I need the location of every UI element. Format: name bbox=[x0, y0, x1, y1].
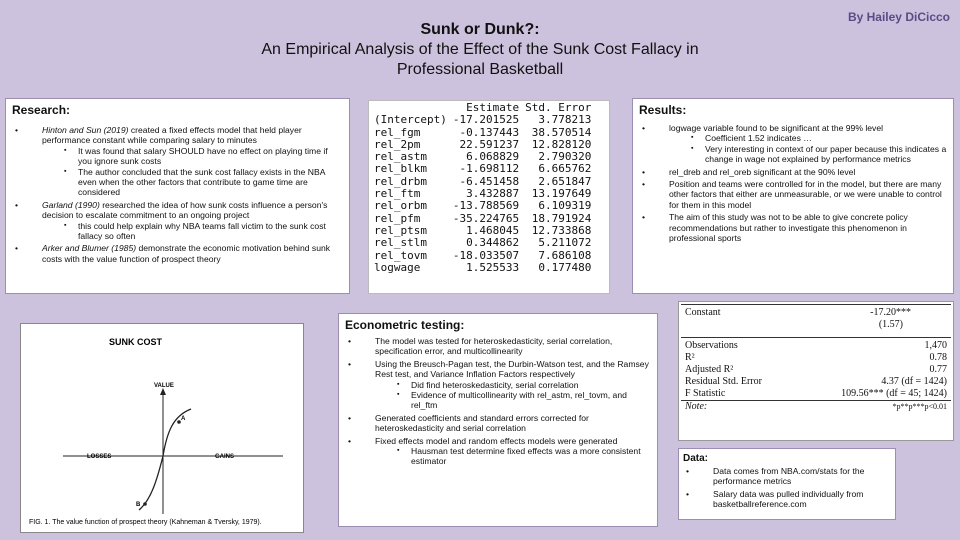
stat-row bbox=[681, 364, 951, 376]
bullet-item bbox=[683, 466, 891, 487]
bullet-item bbox=[345, 436, 651, 446]
estimate-cell: 1.468045 bbox=[466, 223, 520, 237]
term-cell: rel_drbm bbox=[374, 174, 427, 188]
std-error-cell: 2.790320 bbox=[538, 150, 592, 164]
bullet-item bbox=[345, 336, 651, 357]
estimate-cell: 0.344862 bbox=[466, 236, 520, 250]
prospect-theory-figure bbox=[20, 323, 304, 533]
research-panel bbox=[5, 98, 350, 294]
std-error-cell: 6.109319 bbox=[538, 199, 592, 213]
sub-bullet-item bbox=[12, 146, 343, 167]
results-list bbox=[639, 123, 947, 243]
econometric-heading: Econometric testing: bbox=[345, 318, 465, 332]
data-panel bbox=[678, 448, 896, 520]
estimate-cell: 6.068829 bbox=[466, 150, 520, 164]
term-cell: rel_orbm bbox=[374, 199, 427, 213]
stat-row bbox=[681, 376, 951, 388]
estimate-cell: -18.033507 bbox=[452, 248, 520, 262]
bullet-text: It was found that salary SHOULD have no effect on playing time if you ignore sunk costs bbox=[78, 145, 328, 167]
bullet-text: Using the Breusch-Pagan test, the Durbin-Watson test, and the Ramsey Rest test, and Variance Inflation Factors respectively bbox=[375, 358, 649, 380]
stat-label: Adjusted R² bbox=[685, 364, 734, 375]
author-name: By Hailey DiCicco bbox=[847, 10, 950, 24]
bullet-text: Did find heteroskedasticity, serial correlation bbox=[411, 379, 579, 390]
note-text: *p**p***p<0.01 bbox=[892, 402, 947, 411]
bullet-text: this could help explain why NBA teams fall victim to the sunk cost fallacy so often bbox=[78, 220, 326, 242]
estimates-table bbox=[371, 102, 594, 274]
stat-row bbox=[681, 388, 951, 400]
estimate-cell: 3.432887 bbox=[466, 187, 520, 201]
bullet-item bbox=[12, 243, 343, 264]
bullet-text: Very interesting in context of our paper because this indicates a change in wage not explained by performance metrics bbox=[705, 143, 947, 165]
sub-bullet-item bbox=[639, 144, 947, 165]
regression-panel bbox=[678, 301, 954, 441]
bullet-text: Hausman test determine fixed effects was a more consistent estimator bbox=[411, 446, 641, 467]
estimate-cell: -13.788569 bbox=[452, 199, 520, 213]
bullet-text: The aim of this study was not to be able to give concrete policy recommendations but rather to investigate this phenomenon in professional sports bbox=[669, 212, 908, 244]
stat-value: 1,470 bbox=[924, 340, 947, 351]
poster-title bbox=[200, 20, 760, 80]
table-row bbox=[371, 163, 594, 175]
std-error-cell: 2.651847 bbox=[538, 174, 592, 188]
term-cell: rel_ptsm bbox=[374, 223, 427, 237]
term-cell: rel_stlm bbox=[374, 236, 427, 250]
bullet-item bbox=[639, 123, 947, 133]
estimate-cell: -0.137443 bbox=[459, 125, 520, 139]
bullet-item bbox=[12, 200, 343, 221]
econometric-panel bbox=[338, 313, 658, 527]
bullet-item bbox=[639, 212, 947, 243]
note-label: Note: bbox=[685, 401, 708, 412]
sub-bullet-item bbox=[345, 380, 651, 390]
bullet-item bbox=[345, 359, 651, 380]
sub-bullet-item bbox=[12, 221, 343, 242]
std-error-cell: 6.665762 bbox=[538, 162, 592, 176]
figure-title: SUNK COST bbox=[109, 337, 163, 347]
table-row bbox=[371, 250, 594, 262]
std-error-cell: 18.791924 bbox=[531, 211, 592, 225]
std-error-cell: 7.686108 bbox=[538, 248, 592, 262]
title-line-1: Sunk or Dunk?: bbox=[420, 21, 540, 38]
results-heading: Results: bbox=[639, 103, 687, 117]
sub-bullet-item bbox=[345, 446, 651, 467]
point-b-marker bbox=[143, 502, 147, 506]
bullet-text: created a fixed effects model that held player performance constant while comparing salary to minutes bbox=[42, 125, 302, 146]
gains-label: GAINS bbox=[215, 454, 235, 460]
bullet-item bbox=[683, 489, 891, 510]
value-label: VALUE bbox=[154, 383, 174, 389]
std-error-cell: 0.177480 bbox=[538, 260, 592, 274]
estimate-cell: 22.591237 bbox=[459, 137, 520, 151]
table-row bbox=[371, 200, 594, 212]
bullet-text: Position and teams were controlled for in the model, but there are many other factors that either are unmeasurable, or we were unable to control for them in this model bbox=[669, 179, 942, 210]
point-a-label: A bbox=[181, 416, 186, 422]
value-function-graph bbox=[21, 324, 303, 532]
sub-bullet-item bbox=[345, 390, 651, 411]
estimates-panel bbox=[368, 100, 610, 294]
stat-value: 0.78 bbox=[929, 352, 947, 363]
bullet-text: rel_dreb and rel_oreb significant at the 90% level bbox=[669, 166, 856, 177]
stat-label: Residual Std. Error bbox=[685, 376, 762, 387]
research-heading: Research: bbox=[12, 103, 71, 117]
estimate-cell: -17.201525 bbox=[452, 113, 520, 127]
bullet-text: logwage variable found to be significant at the 99% level bbox=[669, 123, 884, 133]
value-curve bbox=[139, 409, 191, 510]
estimate-cell: 1.525533 bbox=[466, 260, 520, 274]
std-error-cell: 3.778213 bbox=[538, 113, 592, 127]
term-cell: rel_tovm bbox=[374, 248, 427, 262]
bullet-item bbox=[639, 167, 947, 177]
stat-label: F Statistic bbox=[685, 388, 726, 399]
econometric-list bbox=[345, 336, 651, 467]
stat-row bbox=[681, 352, 951, 364]
regression-table bbox=[681, 304, 951, 337]
table-row bbox=[371, 114, 594, 126]
table-row bbox=[371, 237, 594, 249]
bullet-text: Fixed effects model and random effects models were generated bbox=[375, 435, 618, 446]
term-cell: (Intercept) bbox=[374, 113, 447, 127]
bullet-item bbox=[12, 125, 343, 146]
stat-value: 109.56*** (df = 45; 1424) bbox=[841, 388, 947, 399]
sub-bullet-item bbox=[639, 133, 947, 143]
point-b-label: B bbox=[136, 502, 141, 508]
term-cell: rel_fgm bbox=[374, 125, 421, 139]
data-list bbox=[683, 466, 891, 510]
sub-bullet-item bbox=[12, 167, 343, 198]
std-error-cell: 13.197649 bbox=[531, 187, 592, 201]
stat-value: 4.37 (df = 1424) bbox=[881, 376, 947, 387]
title-line-3: Professional Basketball bbox=[396, 61, 564, 78]
estimate-cell: -1.698112 bbox=[459, 162, 520, 176]
table-row bbox=[371, 262, 594, 274]
stat-label: R² bbox=[685, 352, 695, 363]
estimate-cell: -35.224765 bbox=[452, 211, 520, 225]
term-cell: logwage bbox=[374, 260, 421, 274]
bullet-text: Generated coefficients and standard errors corrected for heteroskedasticity and serial correlation bbox=[375, 412, 589, 434]
bullet-item bbox=[639, 179, 947, 210]
stat-row bbox=[681, 338, 951, 353]
bullet-text: The model was tested for heteroskedasticity, serial correlation, specification error, and multicollinearity bbox=[375, 336, 613, 357]
term-cell: rel_ftm bbox=[374, 187, 421, 201]
value-axis-arrow bbox=[160, 388, 166, 395]
bullet-text: Data comes from NBA.com/stats for the performance metrics bbox=[713, 466, 865, 487]
citation: Garland (1990) bbox=[42, 199, 100, 210]
constant-value: -17.20*** bbox=[870, 307, 911, 318]
data-heading: Data: bbox=[683, 453, 709, 464]
term-cell: rel_pfm bbox=[374, 211, 421, 225]
term-cell: rel_2pm bbox=[374, 137, 421, 151]
figure-caption: FIG. 1. The value function of prospect theory (Kahneman & Tversky, 1979). bbox=[29, 519, 262, 526]
losses-label: LOSSES bbox=[87, 454, 112, 460]
bullet-text: Coefficient 1.52 indicates … bbox=[705, 133, 812, 144]
bullet-text: demonstrate the economic motivation behind sunk costs with the value function of prospect theory bbox=[42, 243, 331, 264]
bullet-text: Evidence of multicollinearity with rel_astm, rel_tovm, and rel_ftm bbox=[411, 390, 627, 411]
constant-se: (1.57) bbox=[878, 319, 903, 330]
std-error-cell: 5.211072 bbox=[538, 236, 592, 250]
stat-label: Observations bbox=[685, 340, 738, 351]
std-error-cell: 12.733868 bbox=[531, 223, 592, 237]
stat-value: 0.77 bbox=[929, 364, 947, 375]
estimates-header-se: Std. Error bbox=[525, 101, 592, 114]
bullet-item bbox=[345, 413, 651, 434]
regression-note-row bbox=[681, 400, 951, 413]
bullet-text: researched the idea of how sunk costs influence a person's decision to escalate commitment to an ongoing project bbox=[42, 199, 328, 221]
research-list bbox=[12, 125, 343, 264]
bullet-text: The author concluded that the sunk cost fallacy exists in the NBA even when the other factors that contribute to game time are considered bbox=[78, 166, 325, 198]
bullet-text: Salary data was pulled individually from basketballreference.com bbox=[713, 488, 864, 510]
std-error-cell: 38.570514 bbox=[531, 125, 592, 139]
estimates-header-estimate: Estimate bbox=[466, 101, 520, 114]
estimate-cell: -6.451458 bbox=[459, 174, 520, 188]
regression-stats bbox=[681, 337, 951, 400]
term-cell: rel_astm bbox=[374, 150, 427, 164]
citation: Hinton and Sun (2019) bbox=[42, 125, 129, 135]
citation: Arker and Blumer (1985) bbox=[42, 243, 137, 254]
constant-label: Constant bbox=[685, 307, 721, 318]
std-error-cell: 12.828120 bbox=[531, 137, 592, 151]
term-cell: rel_blkm bbox=[374, 162, 427, 176]
title-line-2: An Empirical Analysis of the Effect of the Sunk Cost Fallacy in bbox=[261, 41, 699, 58]
results-panel bbox=[632, 98, 954, 294]
